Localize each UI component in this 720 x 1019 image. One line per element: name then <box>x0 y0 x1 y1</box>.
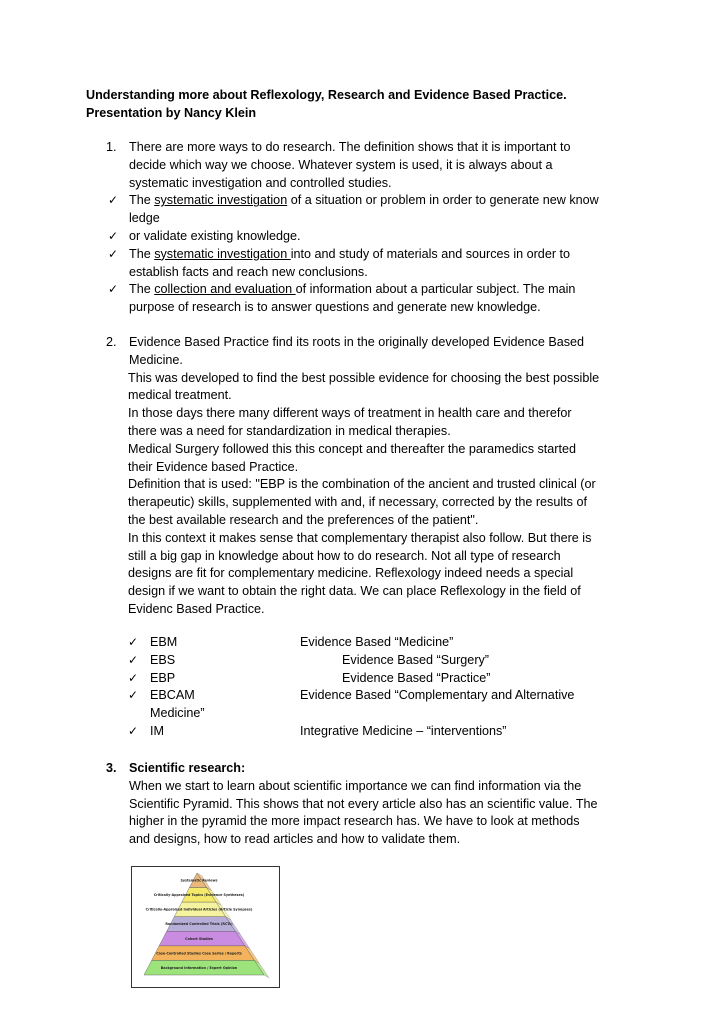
checkmark-icon: ✓ <box>108 246 119 261</box>
abbreviation-description: Evidence Based “Complementary and Alternative <box>300 688 575 703</box>
checkmark-icon: ✓ <box>128 723 139 738</box>
bullet-text: of a situation or problem in order to generate new know <box>287 193 599 208</box>
bullet-continuation: establish facts and reach new conclusions. <box>129 264 368 279</box>
paragraph-line: When we start to learn about scientific importance we can find information via the <box>129 778 582 793</box>
list-item <box>86 228 646 246</box>
checkmark-icon: ✓ <box>128 688 139 703</box>
list-item <box>86 281 646 317</box>
underlined-term: systematic investigation <box>154 193 288 208</box>
paragraph-line: still a big gap in knowledge about how to do research. Not all type of research <box>128 548 561 563</box>
abbreviation: EBS <box>150 652 176 667</box>
paragraph-line: and designs, how to read articles and how to validate them. <box>129 832 461 847</box>
paragraph-line: In this context it makes sense that complementary therapist also follow. But there is <box>128 530 592 545</box>
document-title <box>86 86 567 122</box>
abbreviation-description: Evidence Based “Practice” <box>342 670 491 685</box>
checkmark-icon: ✓ <box>128 670 139 685</box>
abbreviation-description: Integrative Medicine – “interventions” <box>300 723 507 738</box>
abbreviation: IM <box>150 723 164 738</box>
abbreviation: EBM <box>150 635 178 649</box>
section-3-heading: Scientific research: <box>129 761 246 775</box>
underlined-term: collection and evaluation <box>154 282 296 297</box>
list-item <box>86 192 646 228</box>
bullet-text: or validate existing knowledge. <box>129 228 301 243</box>
section-3 <box>86 760 646 849</box>
title-line-1: Understanding more about Reflexology, Research and Evidence Based Practice. <box>86 88 567 102</box>
abbreviation: EBCAM <box>150 688 195 703</box>
paragraph-line: Evidence Based Practice find its roots in the originally developed Evidence Based <box>129 335 585 349</box>
underlined-term: systematic investigation <box>154 246 291 261</box>
checkmark-icon: ✓ <box>108 228 119 243</box>
list-item <box>86 687 646 705</box>
pyramid-level-label: Systematic Reviews <box>180 878 218 883</box>
bullet-text: of information about a particular subject. The main <box>295 282 576 297</box>
bullet-text: into and study of materials and sources in order to <box>290 246 571 261</box>
list-item <box>86 246 646 282</box>
paragraph-line: higher in the pyramid the more impact research has. We have to look at methods <box>129 814 580 829</box>
list-item <box>86 670 646 688</box>
paragraph-line: Medicine. <box>129 352 183 367</box>
bullet-continuation: purpose of research is to answer questions and generate new knowledge. <box>129 300 541 315</box>
checkmark-icon: ✓ <box>108 193 119 208</box>
abbreviation-description: Evidence Based “Medicine” <box>300 635 454 649</box>
section-1-intro-line: systematic investigation and controlled studies. <box>129 175 392 190</box>
abbreviation: EBP <box>150 670 176 685</box>
pyramid-level-label: Critically-Appraised Individual Articles (Article Synopses) <box>145 907 253 912</box>
section-1-number: 1. <box>106 140 117 154</box>
pyramid-level-label: Background Information / Expert Opinion <box>160 965 238 970</box>
section-1-intro-line: There are more ways to do research. The definition shows that it is important to <box>129 140 571 154</box>
list-item-continuation <box>86 705 646 723</box>
paragraph-line: Evidenc Based Practice. <box>128 601 265 616</box>
paragraph-line: therapeutic) skills, supplemented with and, if necessary, corrected by the results of <box>128 495 587 510</box>
abbreviation-list <box>86 634 646 741</box>
bullet-text: The <box>129 282 155 297</box>
checkmark-icon: ✓ <box>128 652 139 667</box>
bullet-continuation: ledge <box>129 211 160 226</box>
pyramid-level-label: Case-Controlled Studies Case Series / Reports <box>156 951 242 956</box>
checkmark-icon: ✓ <box>108 282 119 297</box>
list-item <box>86 634 646 652</box>
bullet-text: The <box>129 246 155 261</box>
paragraph-line: their Evidence based Practice. <box>128 459 299 474</box>
title-line-2: Presentation by Nancy Klein <box>86 106 257 120</box>
section-2 <box>86 334 646 619</box>
paragraph-line: the best available research and the preferences of the patient". <box>128 512 479 527</box>
section-1 <box>86 139 646 317</box>
evidence-pyramid-figure <box>131 866 280 988</box>
paragraph-line: Definition that is used: "EBP is the combination of the ancient and trusted clinical (or <box>128 477 596 492</box>
paragraph-line: there was a need for standardization in medical therapies. <box>128 423 451 438</box>
pyramid-level-label: Cohort Studies <box>185 936 213 941</box>
paragraph-line: designs are fit for complementary medicine. Reflexology indeed needs a special <box>128 566 574 581</box>
list-item <box>86 652 646 670</box>
abbreviation-description: Evidence Based “Surgery” <box>342 652 489 667</box>
list-item <box>86 723 646 741</box>
paragraph-line: Scientific Pyramid. This shows that not every article also has an scientific value. The <box>129 796 598 811</box>
bullet-text: The <box>129 193 155 208</box>
abbreviation-description-continuation: Medicine” <box>150 706 205 721</box>
paragraph-line: In those days there many different ways of treatment in health care and therefor <box>128 406 572 421</box>
paragraph-line: medical treatment. <box>128 388 232 403</box>
paragraph-line: design if we want to obtain the right data. We can place Reflexology in the field of <box>128 584 581 599</box>
section-2-number: 2. <box>106 335 117 349</box>
paragraph-line: Medical Surgery followed this this concept and thereafter the paramedics started <box>128 441 577 456</box>
evidence-pyramid <box>132 867 279 987</box>
paragraph-line: This was developed to find the best possible evidence for choosing the best possible <box>128 370 600 385</box>
pyramid-level-label: Critically-Appraised Topics (Evidence Syntheses) <box>153 893 245 898</box>
checkmark-icon: ✓ <box>128 635 139 649</box>
section-1-intro-line: decide which way we choose. Whatever system is used, it is always about a <box>129 157 553 172</box>
section-3-number: 3. <box>106 761 117 775</box>
pyramid-level-label: Randomized Controlled Trials (RCTs) <box>165 922 233 927</box>
